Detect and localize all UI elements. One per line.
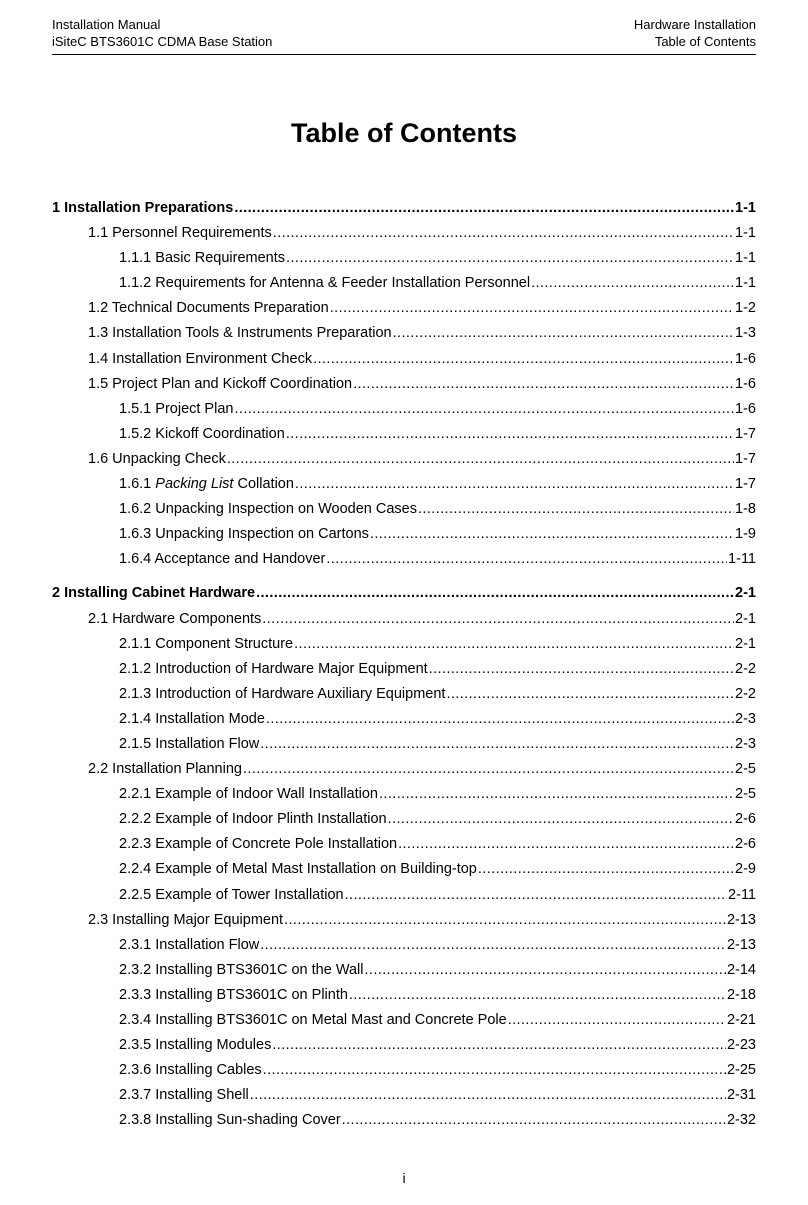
toc-entry-page: 2-3 bbox=[735, 710, 756, 727]
toc-entry-label: 2.1.1 Component Structure bbox=[119, 635, 294, 652]
dot-leader bbox=[273, 221, 734, 246]
toc-entry-page: 1-9 bbox=[735, 526, 756, 543]
toc-entry-label-italic: Packing List bbox=[155, 476, 234, 493]
toc-entry-page: 1-1 bbox=[735, 200, 756, 216]
toc-entry-page: 2-21 bbox=[726, 1012, 756, 1028]
dot-leader bbox=[286, 246, 734, 271]
dot-leader bbox=[531, 271, 734, 296]
toc-entry-label-prefix: 1.6.1 bbox=[119, 476, 156, 493]
toc-entry-page: 2-13 bbox=[726, 911, 756, 928]
toc-entry[interactable] bbox=[52, 607, 756, 632]
toc-entry-page: 2-1 bbox=[735, 610, 756, 627]
toc-entry-label: 2 Installing Cabinet Hardware bbox=[52, 585, 256, 602]
toc-entry-label: 2.1.2 Introduction of Hardware Major Equipment bbox=[119, 660, 428, 677]
dot-leader bbox=[349, 983, 726, 1008]
toc-entry[interactable] bbox=[52, 933, 756, 958]
header-left bbox=[52, 16, 272, 50]
toc-entry-label: 2.3.5 Installing Modules bbox=[119, 1037, 272, 1054]
page-number: i bbox=[402, 1170, 406, 1186]
dot-leader bbox=[234, 196, 734, 221]
toc-entry-page: 1-8 bbox=[735, 501, 756, 518]
toc-entry[interactable] bbox=[52, 682, 756, 707]
toc-entry-label: 1.1 Personnel Requirements bbox=[88, 225, 272, 242]
dot-leader bbox=[262, 607, 734, 632]
toc-entry-label: 2.1.4 Installation Mode bbox=[119, 710, 265, 727]
toc-entry-page: 2-11 bbox=[728, 886, 756, 903]
toc-entry-label: 1.5.1 Project Plan bbox=[119, 400, 234, 417]
dot-leader bbox=[294, 632, 734, 657]
toc-entry-label: 1.6.4 Acceptance and Handover bbox=[119, 551, 326, 568]
toc-entry-page: 2-6 bbox=[735, 811, 756, 828]
toc-entry[interactable] bbox=[52, 757, 756, 782]
dot-leader bbox=[446, 682, 734, 707]
dot-leader bbox=[286, 422, 734, 447]
toc-entry-label: 1.1.1 Basic Requirements bbox=[119, 250, 286, 267]
dot-leader bbox=[345, 883, 727, 908]
toc-entry-page: 2-2 bbox=[735, 685, 756, 702]
toc-entry-page: 2-6 bbox=[735, 836, 756, 853]
toc-entry-label: 2.2.3 Example of Concrete Pole Installation bbox=[119, 836, 398, 853]
toc-entry-page: 2-5 bbox=[735, 761, 756, 778]
dot-leader bbox=[263, 1058, 726, 1083]
toc-entry[interactable] bbox=[52, 657, 756, 682]
toc-entry-page: 2-23 bbox=[726, 1037, 756, 1054]
toc-entry-label: 1.2 Technical Documents Preparation bbox=[88, 300, 329, 317]
toc-entry-label: 1.4 Installation Environment Check bbox=[88, 350, 313, 367]
toc-entry-page: 2-1 bbox=[735, 585, 756, 602]
dot-leader bbox=[234, 397, 734, 422]
dot-leader bbox=[227, 447, 734, 472]
toc-entry-label bbox=[119, 472, 294, 497]
toc-entry-label: 1.5.2 Kickoff Coordination bbox=[119, 425, 285, 442]
toc-entry-label: 1.6.3 Unpacking Inspection on Cartons bbox=[119, 526, 369, 543]
toc-entry[interactable] bbox=[52, 1083, 756, 1108]
toc-entry-page: 1-7 bbox=[735, 476, 756, 493]
toc-entry-label: 1.6 Unpacking Check bbox=[88, 450, 226, 467]
dot-leader bbox=[342, 1108, 726, 1133]
dot-leader bbox=[370, 522, 734, 547]
dot-leader bbox=[313, 347, 734, 372]
toc-entry[interactable] bbox=[52, 807, 756, 832]
toc-entry[interactable] bbox=[52, 372, 756, 397]
toc-entry-page: 1-2 bbox=[735, 300, 756, 317]
toc-entry-label: 2.3 Installing Major Equipment bbox=[88, 911, 284, 928]
table-of-contents bbox=[52, 196, 756, 1133]
dot-leader bbox=[243, 757, 734, 782]
toc-entry-page: 1-6 bbox=[735, 400, 756, 417]
dot-leader bbox=[260, 732, 734, 757]
dot-leader bbox=[398, 832, 734, 857]
header-right bbox=[634, 16, 756, 50]
toc-entry-page: 2-1 bbox=[735, 635, 756, 652]
dot-leader bbox=[250, 1083, 726, 1108]
page-header bbox=[52, 16, 756, 55]
toc-entry-page: 2-5 bbox=[735, 786, 756, 803]
toc-entry[interactable] bbox=[52, 732, 756, 757]
toc-entry[interactable] bbox=[52, 707, 756, 732]
toc-entry[interactable] bbox=[52, 908, 756, 933]
toc-entry[interactable] bbox=[52, 296, 756, 321]
toc-entry[interactable] bbox=[52, 497, 756, 522]
toc-entry[interactable] bbox=[52, 1058, 756, 1083]
toc-entry-page: 1-6 bbox=[735, 350, 756, 367]
page-title: Table of Contents bbox=[291, 118, 517, 148]
dot-leader bbox=[326, 547, 727, 572]
toc-entry[interactable] bbox=[52, 472, 756, 497]
toc-entry-label: 2.1 Hardware Components bbox=[88, 610, 262, 627]
toc-entry-page: 2-32 bbox=[726, 1112, 756, 1129]
dot-leader bbox=[272, 1033, 726, 1058]
toc-entry[interactable] bbox=[52, 782, 756, 807]
toc-entry[interactable] bbox=[52, 632, 756, 657]
toc-entry-label: 1.3 Installation Tools & Instruments Preparation bbox=[88, 325, 392, 342]
toc-entry-page: 2-3 bbox=[735, 735, 756, 752]
dot-leader bbox=[393, 321, 734, 346]
toc-entry-label: 2.2.2 Example of Indoor Plinth Installation bbox=[119, 811, 387, 828]
toc-entry-label-suffix: Collation bbox=[233, 476, 294, 493]
dot-leader bbox=[256, 581, 734, 606]
toc-entry-label: 2.1.5 Installation Flow bbox=[119, 735, 260, 752]
toc-entry-label: 2.3.6 Installing Cables bbox=[119, 1062, 262, 1079]
toc-entry[interactable] bbox=[52, 522, 756, 547]
toc-entry-page: 1-1 bbox=[735, 250, 756, 267]
toc-entry-label: 2.3.8 Installing Sun-shading Cover bbox=[119, 1112, 341, 1129]
toc-entry-label: 2.3.2 Installing BTS3601C on the Wall bbox=[119, 961, 364, 978]
toc-entry[interactable] bbox=[52, 958, 756, 983]
toc-entry-page: 2-31 bbox=[726, 1087, 756, 1104]
toc-entry-label: 1.1.2 Requirements for Antenna & Feeder Installation Personnel bbox=[119, 275, 531, 292]
dot-leader bbox=[266, 707, 734, 732]
toc-entry[interactable] bbox=[52, 983, 756, 1008]
toc-entry[interactable] bbox=[52, 883, 756, 908]
toc-entry[interactable] bbox=[52, 246, 756, 271]
toc-entry-label: 2.1.3 Introduction of Hardware Auxiliary Equipment bbox=[119, 685, 446, 702]
manual-part: Hardware Installation bbox=[633, 17, 756, 32]
toc-entry[interactable] bbox=[52, 857, 756, 882]
dot-leader bbox=[508, 1008, 726, 1033]
dot-leader bbox=[429, 657, 734, 682]
toc-entry[interactable] bbox=[52, 221, 756, 246]
dot-leader bbox=[353, 372, 734, 397]
toc-entry-label: 2.3.1 Installation Flow bbox=[119, 936, 260, 953]
dot-leader bbox=[260, 933, 726, 958]
toc-entry[interactable] bbox=[52, 1008, 756, 1033]
toc-entry-page: 1-1 bbox=[735, 275, 756, 292]
toc-entry[interactable] bbox=[52, 196, 756, 221]
toc-entry-label: 2.2 Installation Planning bbox=[88, 761, 242, 778]
toc-entry-page: 2-2 bbox=[735, 660, 756, 677]
section-name: Table of Contents bbox=[654, 34, 756, 49]
toc-entry[interactable] bbox=[52, 581, 756, 606]
toc-entry-page: 1-1 bbox=[735, 225, 756, 242]
toc-entry-label: 1.5 Project Plan and Kickoff Coordination bbox=[88, 375, 353, 392]
toc-entry-label: 2.3.3 Installing BTS3601C on Plinth bbox=[119, 986, 348, 1003]
dot-leader bbox=[418, 497, 734, 522]
toc-entry[interactable] bbox=[52, 321, 756, 346]
dot-leader bbox=[284, 908, 726, 933]
toc-entry-page: 1-11 bbox=[728, 551, 756, 568]
toc-entry[interactable] bbox=[52, 397, 756, 422]
dot-leader bbox=[330, 296, 734, 321]
dot-leader bbox=[379, 782, 734, 807]
dot-leader bbox=[365, 958, 726, 983]
product-name: iSiteC BTS3601C CDMA Base Station bbox=[52, 34, 273, 49]
toc-entry-page: 2-14 bbox=[726, 961, 756, 978]
toc-entry-page: 1-3 bbox=[735, 325, 756, 342]
dot-leader bbox=[295, 472, 734, 497]
toc-entry[interactable] bbox=[52, 832, 756, 857]
toc-entry-page: 2-18 bbox=[726, 986, 756, 1003]
toc-entry[interactable] bbox=[52, 347, 756, 372]
manual-type: Installation Manual bbox=[52, 17, 161, 32]
toc-entry-label: 2.3.4 Installing BTS3601C on Metal Mast and Concrete Pole bbox=[119, 1012, 507, 1028]
toc-entry[interactable] bbox=[52, 547, 756, 572]
dot-leader bbox=[388, 807, 734, 832]
toc-entry-label: 2.2.4 Example of Metal Mast Installation on Building-top bbox=[119, 861, 477, 878]
dot-leader bbox=[478, 857, 734, 882]
toc-entry-label: 2.3.7 Installing Shell bbox=[119, 1087, 249, 1104]
toc-entry-page: 1-7 bbox=[735, 425, 756, 442]
toc-entry[interactable] bbox=[52, 447, 756, 472]
toc-entry-label: 2.2.1 Example of Indoor Wall Installation bbox=[119, 786, 378, 803]
toc-entry-label: 2.2.5 Example of Tower Installation bbox=[119, 886, 344, 903]
toc-entry-label: 1.6.2 Unpacking Inspection on Wooden Cases bbox=[119, 501, 417, 518]
toc-entry[interactable] bbox=[52, 1033, 756, 1058]
toc-entry-page: 2-13 bbox=[726, 936, 756, 953]
toc-entry-page: 2-9 bbox=[735, 861, 756, 878]
toc-entry-label: 1 Installation Preparations bbox=[52, 200, 234, 216]
toc-entry[interactable] bbox=[52, 1108, 756, 1133]
toc-entry-page: 2-25 bbox=[726, 1062, 756, 1079]
toc-entry[interactable] bbox=[52, 422, 756, 447]
toc-entry-page: 1-6 bbox=[735, 375, 756, 392]
toc-entry-page: 1-7 bbox=[735, 450, 756, 467]
toc-entry[interactable] bbox=[52, 271, 756, 296]
